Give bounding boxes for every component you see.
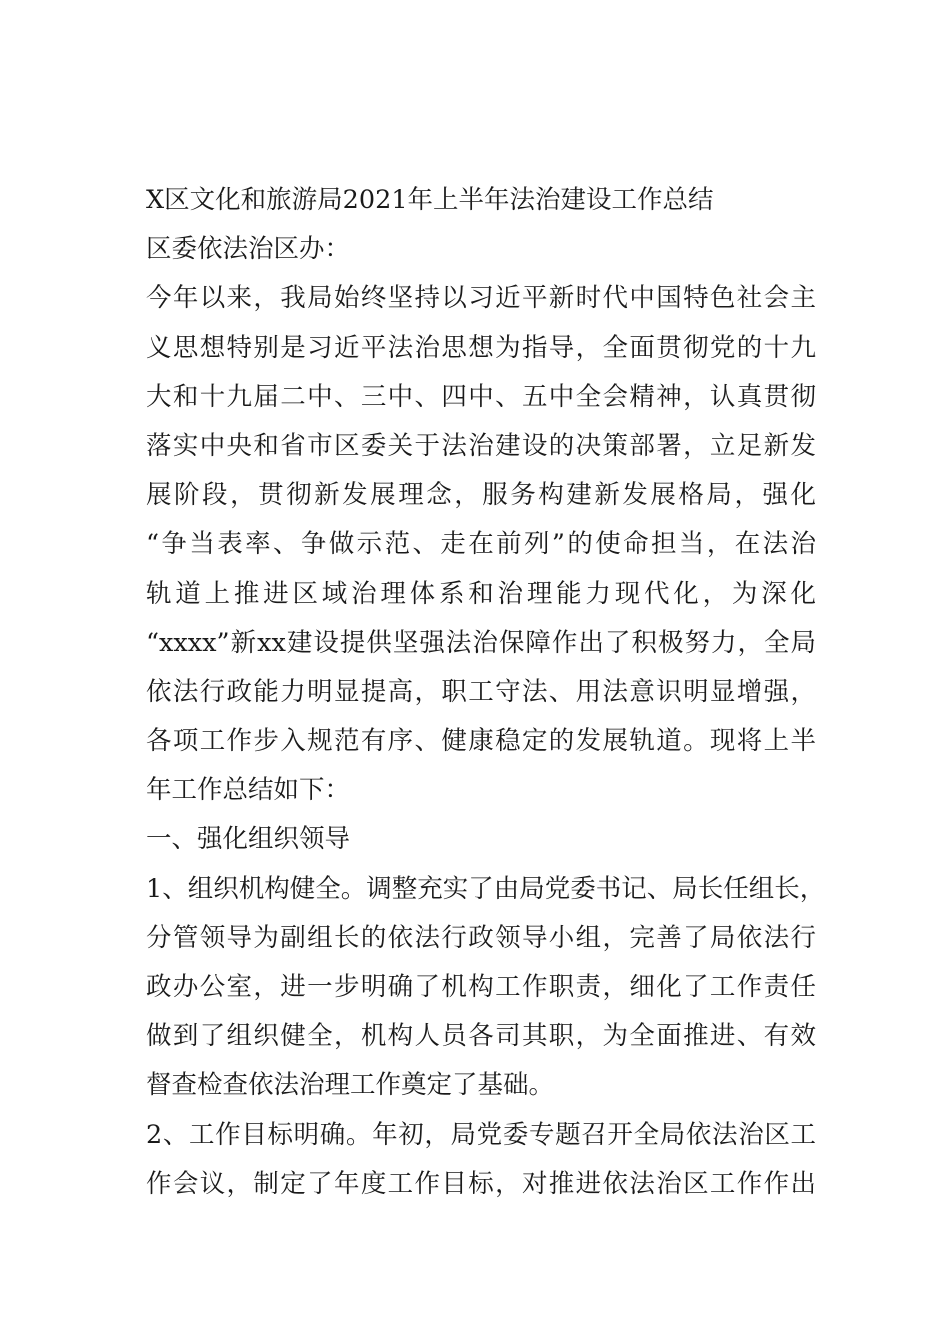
salutation: 区委依法治区办：	[146, 234, 351, 265]
paragraph-line: 依法行政能力明显提高，职工守法、用法意识明显增强，	[146, 676, 816, 707]
paragraph-line: 作会议，制定了年度工作目标，对推进依法治区工作作出	[146, 1168, 816, 1199]
paragraph-line: 督查检查依法治理工作奠定了基础。	[146, 1070, 555, 1101]
paragraph-line: 义思想特别是习近平法治思想为指导，全面贯彻党的十九	[146, 332, 816, 363]
intro-paragraph	[146, 274, 816, 815]
item-1-paragraph	[146, 865, 826, 1111]
paragraph-line: 大和十九届二中、三中、四中、五中全会精神，认真贯彻	[146, 381, 816, 412]
paragraph-line: 轨道上推进区域治理体系和治理能力现代化，为深化	[146, 578, 816, 609]
document-title: X区文化和旅游局2021年上半年法治建设工作总结	[146, 185, 714, 215]
paragraph-line: 各项工作步入规范有序、健康稳定的发展轨道。现将上半	[146, 726, 816, 757]
paragraph-line: “xxxx”新xx建设提供坚强法治保障作出了积极努力，全局	[146, 627, 816, 658]
paragraph-line: 政办公室，进一步明确了机构工作职责，细化了工作责任	[146, 972, 816, 1002]
paragraph-line: 年工作总结如下：	[146, 775, 351, 806]
paragraph-line: 分管领导为副组长的依法行政领导小组，完善了局依法行	[146, 922, 816, 953]
paragraph-line: 展阶段，贯彻新发展理念，服务构建新发展格局，强化	[146, 480, 816, 511]
paragraph-line: 落实中央和省市区委关于法治建设的决策部署，立足新发	[146, 430, 816, 461]
paragraph-line: 2、工作目标明确。年初，局党委专题召开全局依法治区工	[146, 1119, 816, 1150]
paragraph-line: 1、组织机构健全。调整充实了由局党委书记、局长任组长，	[146, 873, 826, 904]
paragraph-line: “争当表率、争做示范、走在前列”的使命担当，在法治	[146, 529, 816, 560]
section-heading: 一、强化组织领导	[146, 824, 351, 855]
item-2-paragraph	[146, 1111, 816, 1209]
paragraph-line: 做到了组织健全，机构人员各司其职，为全面推进、有效	[146, 1021, 816, 1052]
document-body	[146, 176, 826, 1209]
paragraph-line: 今年以来，我局始终坚持以习近平新时代中国特色社会主	[146, 283, 816, 314]
